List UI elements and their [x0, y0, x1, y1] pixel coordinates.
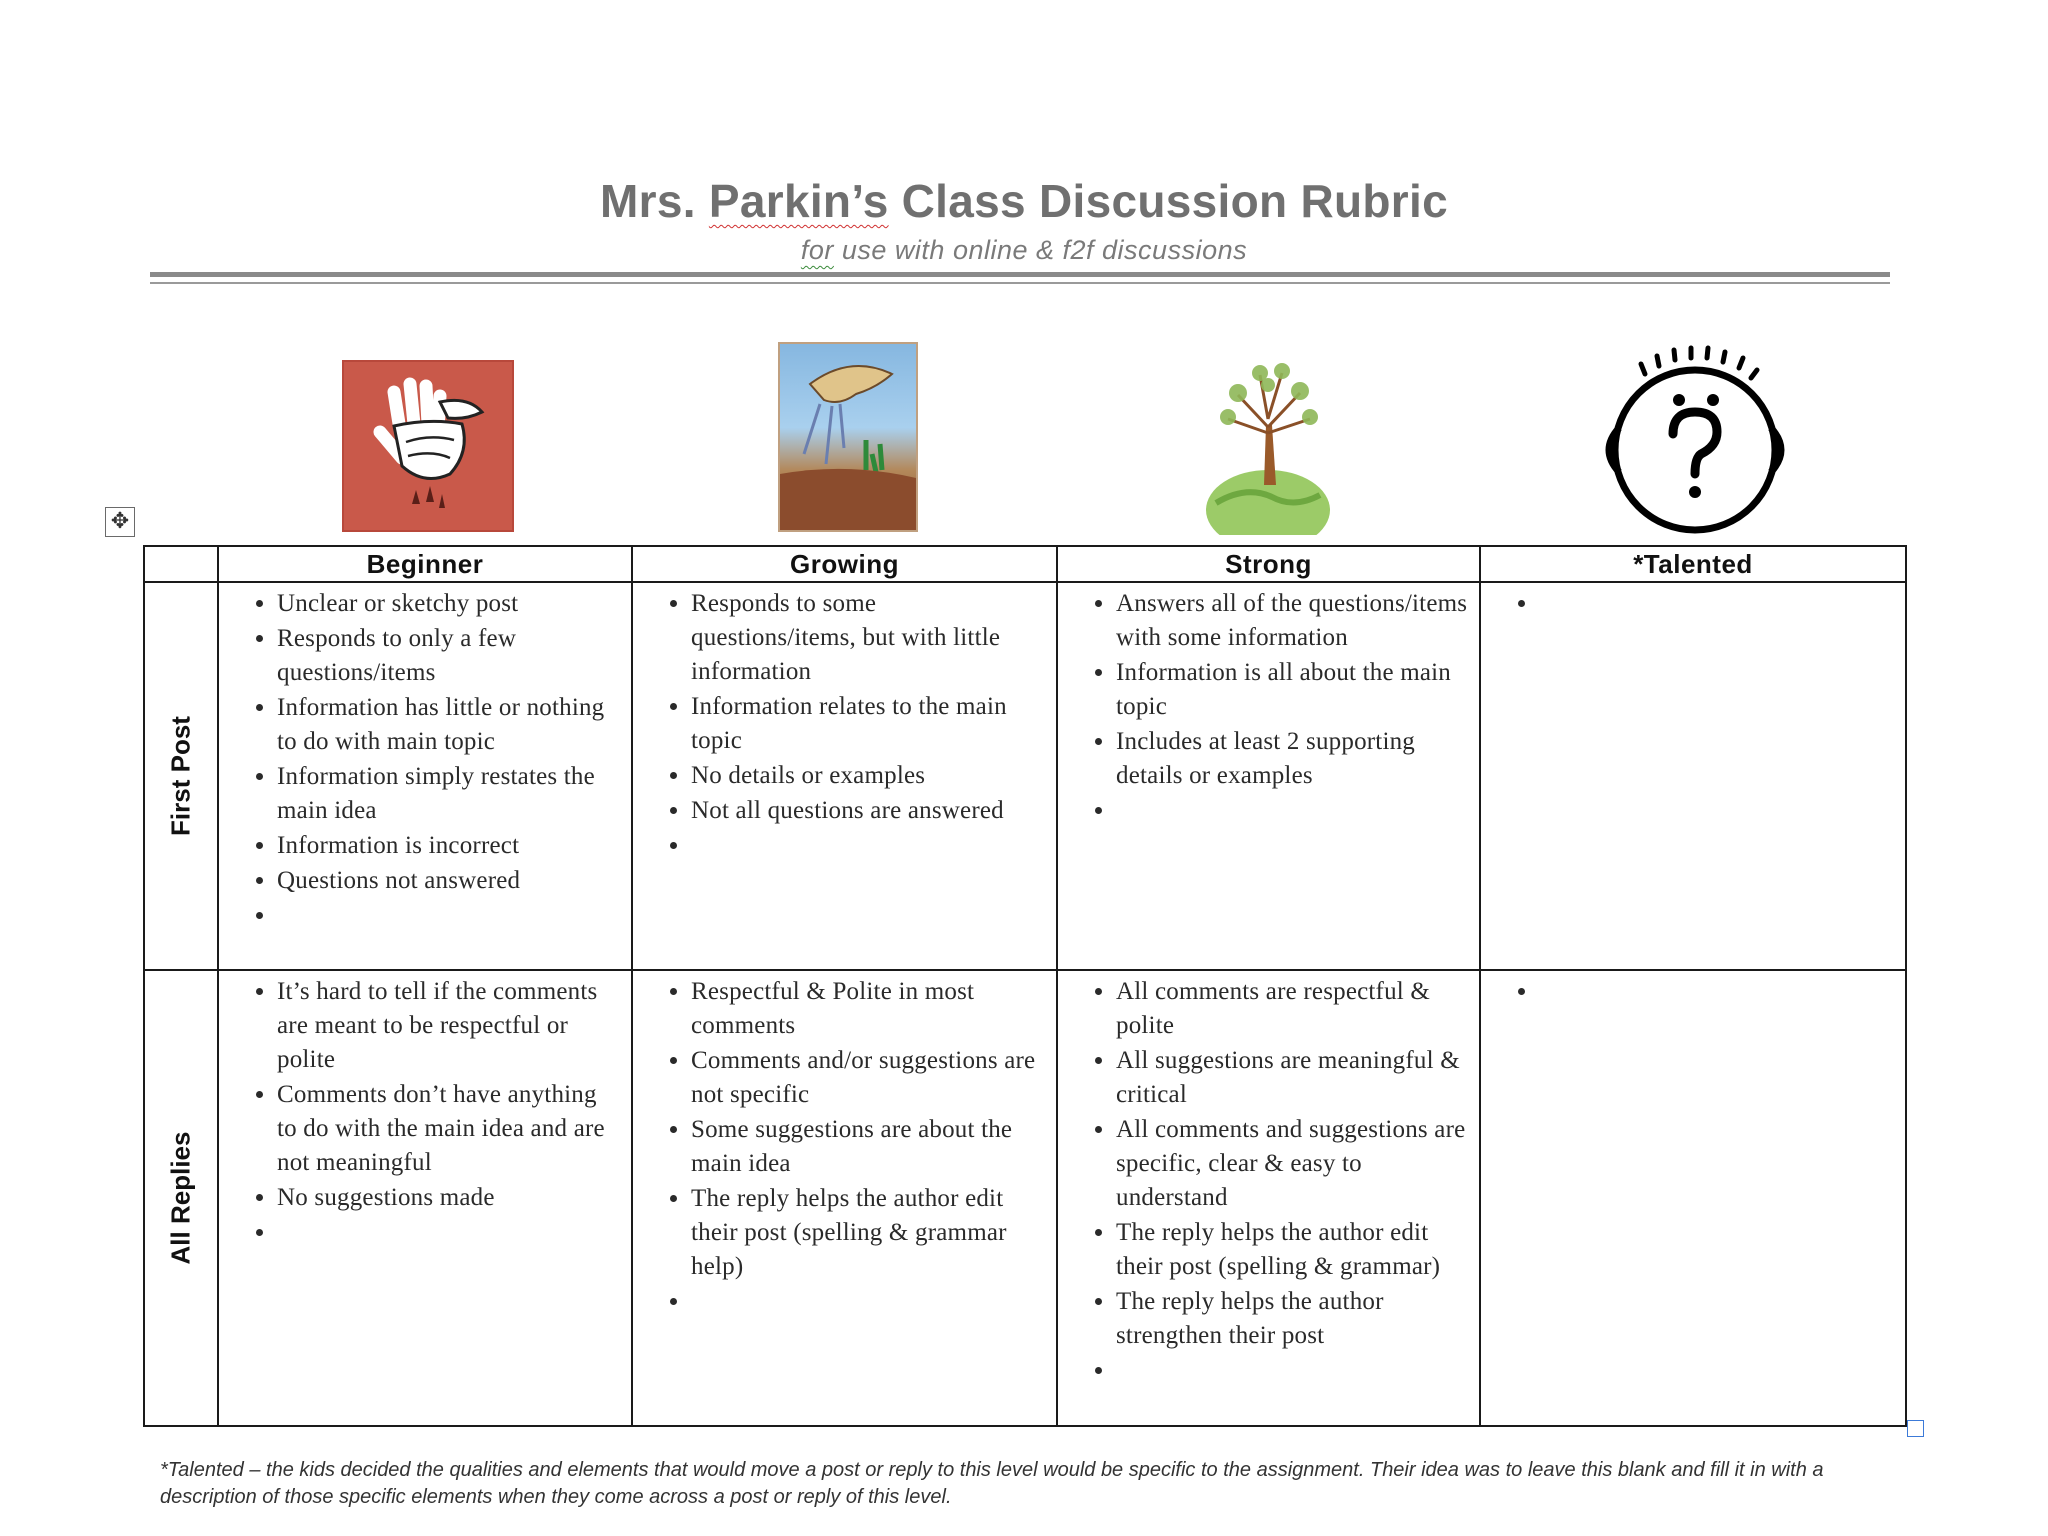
cell-all-replies-talented[interactable] — [1480, 970, 1906, 1426]
table-resize-handle-icon[interactable] — [1907, 1420, 1924, 1437]
criterion-item: • Includes at least 2 supporting details or examples — [1116, 725, 1469, 793]
criteria-list — [1481, 971, 1905, 1009]
criteria-list — [633, 583, 1056, 863]
criterion-item: • Information has little or nothing to do with main topic — [277, 691, 621, 759]
header-growing: Growing — [632, 546, 1057, 582]
criterion-item: • Not all questions are answered — [691, 794, 1046, 828]
criterion-item: • All comments and suggestions are specific, clear & easy to understand — [1116, 1113, 1469, 1215]
empty-criterion-item — [691, 829, 1046, 863]
criterion-item: • Answers all of the questions/items with some information — [1116, 587, 1469, 655]
criteria-list — [219, 971, 631, 1250]
empty-criterion-item — [1116, 1354, 1469, 1388]
title-part-name: Parkin’s — [708, 175, 889, 227]
row-label-first-post — [144, 582, 218, 970]
criteria-list — [1481, 583, 1905, 621]
criteria-list — [1058, 971, 1479, 1388]
talented-footnote: *Talented – the kids decided the qualities and elements that would move a post or reply to this level would be specific to the assignment. Their idea was to leave this blank and fill it in with a description of those specific elements when they come across a post or reply of this level. — [160, 1459, 1824, 1508]
hand-with-dove-icon[interactable] — [342, 360, 514, 532]
tree-on-globe-icon[interactable] — [1168, 335, 1368, 535]
empty-criterion-item — [277, 1216, 621, 1250]
title-rule-thin — [150, 282, 1890, 284]
criterion-item: • Information is incorrect — [277, 829, 621, 863]
criterion-item: • The reply helps the author edit their post (spelling & grammar help) — [691, 1182, 1046, 1284]
criteria-list — [633, 971, 1056, 1319]
row-all-replies — [144, 970, 1906, 1426]
criterion-item: • Responds to some questions/items, but with little information — [691, 587, 1046, 689]
document-subtitle — [0, 235, 2048, 266]
empty-criterion-item — [277, 899, 621, 933]
criterion-item: • No details or examples — [691, 759, 1046, 793]
empty-criterion-item — [1116, 794, 1469, 828]
title-rule-thick — [150, 272, 1890, 277]
header-beginner: Beginner — [218, 546, 632, 582]
cell-all-replies-growing[interactable] — [632, 970, 1057, 1426]
empty-criterion-item — [691, 1285, 1046, 1319]
criterion-item: • It’s hard to tell if the comments are meant to be respectful or polite — [277, 975, 621, 1077]
criterion-item: • Information relates to the main topic — [691, 690, 1046, 758]
header-talented: *Talented — [1480, 546, 1906, 582]
criterion-item: • All suggestions are meaningful & critical — [1116, 1044, 1469, 1112]
dove-painting-icon[interactable] — [778, 342, 918, 532]
criterion-item: • The reply helps the author edit their post (spelling & grammar) — [1116, 1216, 1469, 1284]
corner-cell — [144, 546, 218, 582]
document-title — [0, 174, 2048, 228]
table-move-handle-icon[interactable]: ✥ — [105, 507, 135, 537]
cell-first-post-beginner[interactable] — [218, 582, 632, 970]
title-part-3: Class Discussion Rubric — [888, 175, 1448, 227]
empty-criterion-item — [1539, 975, 1895, 1009]
cell-all-replies-beginner[interactable] — [218, 970, 632, 1426]
criterion-item: • Unclear or sketchy post — [277, 587, 621, 621]
criterion-item: • Comments and/or suggestions are not specific — [691, 1044, 1046, 1112]
question-face-icon[interactable] — [1593, 340, 1798, 538]
cell-first-post-talented[interactable] — [1480, 582, 1906, 970]
criterion-item: • All comments are respectful & polite — [1116, 975, 1469, 1043]
subtitle-part-1: for — [800, 235, 834, 265]
rubric-table — [143, 545, 1907, 1427]
criterion-item: • Respectful & Polite in most comments — [691, 975, 1046, 1043]
criteria-list — [1058, 583, 1479, 828]
criterion-item: • Information is all about the main topic — [1116, 656, 1469, 724]
title-part-1: Mrs. — [600, 175, 709, 227]
row-label-first-post-text: First Post — [165, 716, 196, 836]
criterion-item: • The reply helps the author strengthen their post — [1116, 1285, 1469, 1353]
cell-first-post-strong[interactable] — [1057, 582, 1480, 970]
cell-all-replies-strong[interactable] — [1057, 970, 1480, 1426]
row-first-post — [144, 582, 1906, 970]
empty-criterion-item — [1539, 587, 1895, 621]
subtitle-part-2: use with online & f2f discussions — [833, 235, 1248, 265]
criteria-list — [219, 583, 631, 933]
criterion-item: • No suggestions made — [277, 1181, 621, 1215]
criterion-item: • Some suggestions are about the main idea — [691, 1113, 1046, 1181]
cell-first-post-growing[interactable] — [632, 582, 1057, 970]
criterion-item: • Responds to only a few questions/items — [277, 622, 621, 690]
row-label-all-replies-text: All Replies — [165, 1131, 196, 1265]
row-label-all-replies — [144, 970, 218, 1426]
header-strong: Strong — [1057, 546, 1480, 582]
criterion-item: • Information simply restates the main idea — [277, 760, 621, 828]
header-row — [144, 546, 1906, 582]
criterion-item: • Questions not answered — [277, 864, 621, 898]
criterion-item: • Comments don’t have anything to do with the main idea and are not meaningful — [277, 1078, 621, 1180]
